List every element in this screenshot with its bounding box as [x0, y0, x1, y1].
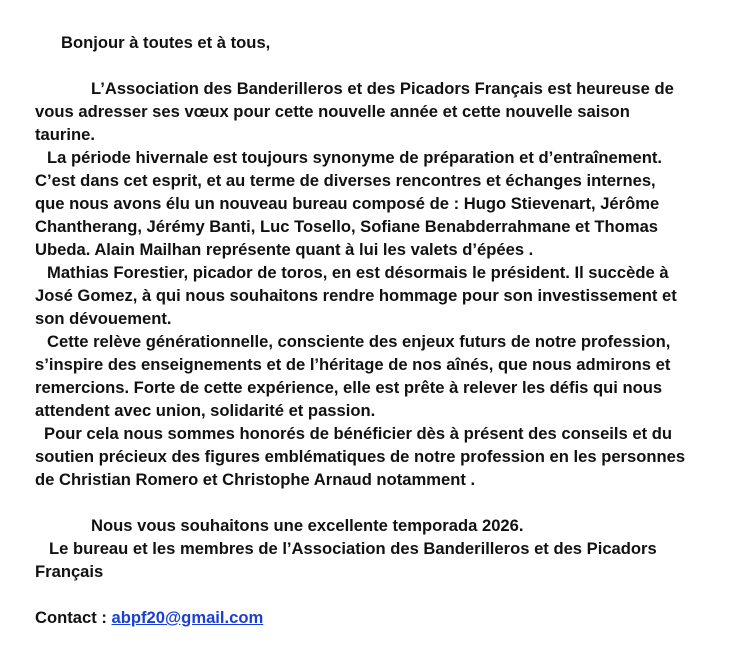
greeting: Bonjour à toutes et à tous, — [61, 33, 271, 52]
season-wish: Nous vous souhaitons une excellente temporada 2026. — [91, 516, 524, 535]
contact-line — [35, 606, 740, 629]
paragraph-intro — [35, 77, 740, 146]
paragraph-line: soutien précieux des figures emblématiques de notre profession en les personnes — [35, 447, 686, 466]
signature-line: Français — [35, 562, 104, 581]
contact-email-link[interactable]: abpf20@gmail.com — [111, 608, 264, 627]
paragraph-president — [35, 261, 740, 330]
paragraph-line: s’inspire des enseignements et de l’héritage de nos aînés, que nous admirons et — [35, 355, 671, 374]
paragraph-line: Mathias Forestier, picador de toros, en est désormais le président. Il succède à — [47, 263, 669, 282]
paragraph-line: attendent avec union, solidarité et passion. — [35, 401, 376, 420]
paragraph-conseils — [35, 422, 740, 491]
spacer — [35, 491, 740, 514]
paragraph-line: remercions. Forte de cette expérience, elle est prête à relever les défis qui nous — [35, 378, 663, 397]
paragraph-line: son dévouement. — [35, 309, 172, 328]
paragraph-line: L’Association des Banderilleros et des Picadors Français est heureuse de — [91, 79, 674, 98]
paragraph-releve — [35, 330, 740, 422]
paragraph-line: José Gomez, à qui nous souhaitons rendre hommage pour son investissement et — [35, 286, 677, 305]
letter-document — [35, 31, 740, 629]
paragraph-line: Pour cela nous sommes honorés de bénéficier dès à présent des conseils et du — [44, 424, 673, 443]
spacer — [35, 54, 740, 77]
paragraph-line: que nous avons élu un nouveau bureau composé de : Hugo Stievenart, Jérôme — [35, 194, 660, 213]
signature — [35, 537, 740, 583]
paragraph-bureau — [35, 146, 740, 261]
paragraph-line: taurine. — [35, 125, 95, 144]
paragraph-line: vous adresser ses vœux pour cette nouvelle année et cette nouvelle saison — [35, 102, 630, 121]
paragraph-line: La période hivernale est toujours synonyme de préparation et d’entraînement. — [47, 148, 663, 167]
paragraph-line: Chantherang, Jérémy Banti, Luc Tosello, Sofiane Benabderrahmane et Thomas — [35, 217, 659, 236]
paragraph-line: de Christian Romero et Christophe Arnaud notamment . — [35, 470, 476, 489]
spacer — [35, 583, 740, 606]
paragraph-line: Cette relève générationnelle, consciente des enjeux futurs de notre profession, — [47, 332, 671, 351]
signature-line: Le bureau et les membres de l’Association des Banderilleros et des Picadors — [49, 539, 657, 558]
contact-label: Contact : — [35, 608, 112, 627]
paragraph-line: C’est dans cet esprit, et au terme de diverses rencontres et échanges internes, — [35, 171, 656, 190]
paragraph-line: Ubeda. Alain Mailhan représente quant à lui les valets d’épées . — [35, 240, 534, 259]
